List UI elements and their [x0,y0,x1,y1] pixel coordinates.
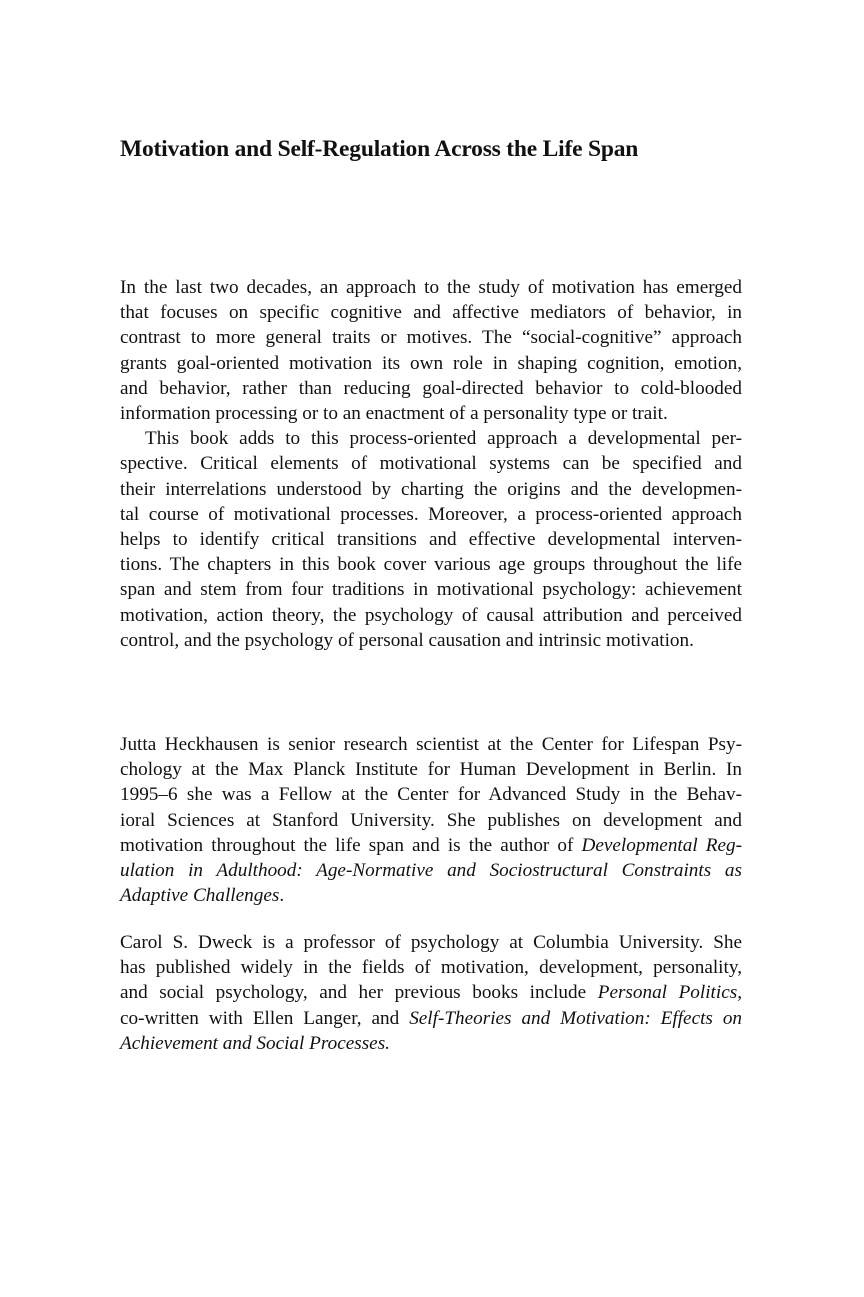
text-line: tions. The chapters in this book cover various age groups throughout the life [120,554,742,576]
text-line: This book adds to this process-oriented approach a developmental per- [145,428,742,450]
text-line: contrast to more general traits or motives. The “social-cognitive” approach [120,327,742,349]
text-line [120,1006,742,1031]
text-line: tal course of motivational processes. Moreover, a process-oriented approach [120,503,742,525]
book-description [120,275,742,653]
text-line: Carol S. Dweck is a professor of psychology at Columbia University. She [120,932,742,953]
text-run: co-written with Ellen Langer, and [120,1007,410,1029]
book-title-reference: Personal Politics, [597,982,742,1004]
text-line: control, and the psychology of personal causation and intrinsic motivation. [120,629,694,651]
text-line: their interrelations understood by charting the origins and the developmen- [120,478,742,500]
text-line: that focuses on specific cognitive and affective mediators of behavior, in [120,302,742,324]
book-title-reference: Adaptive Challenges [120,885,280,907]
text-line: In the last two decades, an approach to the study of motivation has emerged [120,277,742,298]
description-paragraph-1 [120,275,742,426]
text-line [120,858,742,883]
text-line: span and stem from four traditions in motivational psychology: achievement [120,579,742,601]
text-line: has published widely in the fields of motivation, development, personality, [120,957,742,979]
book-title-reference: ulation in Adulthood: Age-Normative and Sociostructural Constraints as [120,860,742,882]
text-line [120,833,742,858]
text-run: and social psychology, and her previous books include [120,982,598,1004]
text-line: grants goal-oriented motivation its own role in shaping cognition, emotion, [120,352,742,374]
book-title-reference: Self-Theories and Motivation: Effects on [409,1007,743,1029]
text-line: information processing or to an enactment of a personality type or trait. [120,403,668,425]
text-line: chology at the Max Planck Institute for Human Development in Berlin. In [120,759,742,781]
text-line: 1995–6 she was a Fellow at the Center for Advanced Study in the Behav- [120,784,742,806]
text-run: motivation throughout the life span and is the author of [120,834,582,856]
text-line: and behavior, rather than reducing goal-directed behavior to cold-blooded [120,377,742,399]
book-title-reference: Achievement and Social Processes. [120,1032,390,1054]
text-line [120,1031,742,1056]
description-paragraph-2 [120,426,742,653]
text-line: helps to identify critical transitions and effective developmental interven- [120,529,742,551]
author-bio-dweck [120,930,742,1056]
text-line: spective. Critical elements of motivational systems can be specified and [120,453,742,475]
text-line: Jutta Heckhausen is senior research scientist at the Center for Lifespan Psy- [120,734,742,755]
text-line: ioral Sciences at Stanford University. She publishes on development and [120,809,742,831]
text-line [120,980,742,1005]
book-title-reference: Developmental Reg- [581,834,742,856]
text-line: motivation, action theory, the psychology of causal attribution and perceived [120,604,742,626]
text-run: . [279,885,285,907]
book-title: Motivation and Self-Regulation Across the Life Span [120,136,639,162]
text-line [120,883,742,908]
author-bio-heckhausen [120,732,742,908]
